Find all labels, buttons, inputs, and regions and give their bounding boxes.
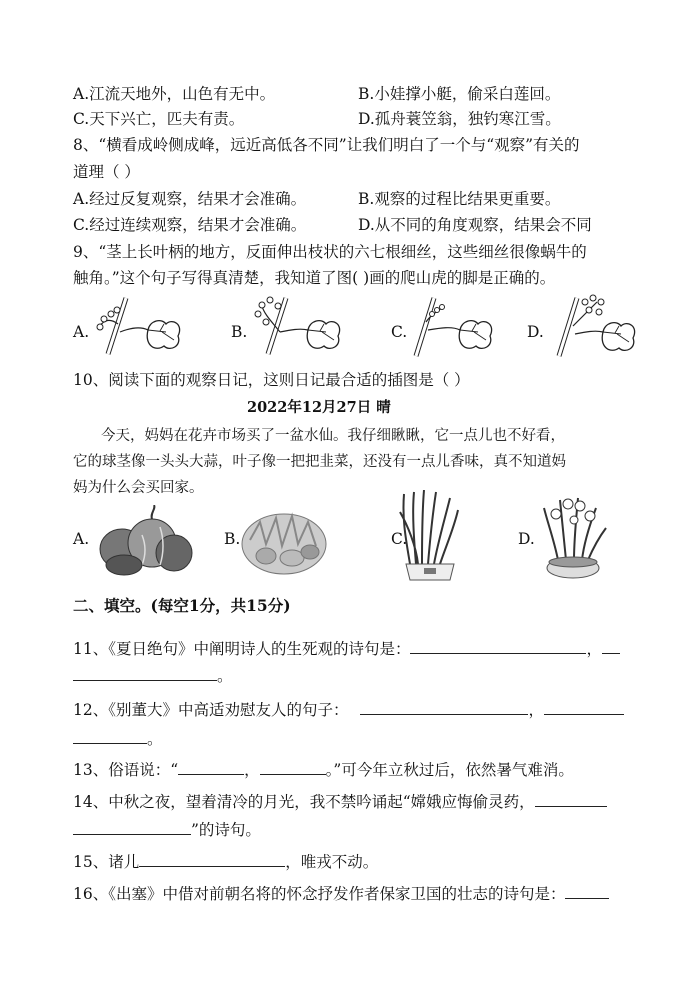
q16-text: 16、《出塞》中借对前朝名将的怀念抒发作者保家卫国的壮志的诗句是： [73, 885, 566, 903]
diary-date: 2022年12月27日 晴 [247, 399, 391, 416]
q11-comma: ， [586, 640, 602, 658]
q13-post: 。”可今年立秋过后，依然暑气难消。 [325, 761, 574, 779]
q14-text: 14、中秋之夜，望着清冷的月光，我不禁吟诵起“嫦娥应悔偷灵药， [73, 793, 535, 811]
vine-c-illustration [402, 292, 502, 362]
q7-option-c: C.天下兴亡，匹夫有责。 [73, 110, 245, 128]
q10-option-c-label: C. [391, 530, 408, 548]
q11-end: 。 [217, 667, 233, 685]
q9-option-a-label: A. [73, 323, 90, 341]
q9-option-c-label: C. [391, 323, 408, 341]
q9-question-line1: 9、“茎上长叶柄的地方，反面伸出枝状的六七根细丝，这些细丝很像蜗牛的 [73, 243, 587, 261]
garlic-photo [94, 505, 194, 577]
q14-blank-end[interactable] [73, 818, 191, 835]
q13-line [73, 758, 574, 780]
q9-option-b-label: B. [231, 323, 248, 341]
q14-blank-start[interactable] [535, 790, 607, 807]
q9-question-line2: 触角。”这个句子写得真清楚，我知道了图( )画的爬山虎的脚是正确的。 [73, 269, 556, 287]
vine-a-illustration [90, 292, 190, 362]
q12-blank-2-end[interactable] [73, 727, 147, 744]
q8-question-line1: 8、“横看成岭侧成峰，远近高低各不同”让我们明白了一个与“观察”有关的 [73, 136, 580, 154]
q15-pre: 15、诸儿 [73, 853, 140, 871]
q12-line2 [73, 727, 163, 749]
q14-line2 [73, 818, 261, 840]
q14-line1 [73, 790, 607, 812]
q7-option-a: A.江流天地外，山色有无中。 [73, 85, 276, 103]
q10-option-b-label: B. [224, 530, 241, 548]
diary-line1: 今天，妈妈在花卉市场买了一盆水仙。我仔细瞅瞅，它一点儿也不好看， [101, 428, 565, 444]
vine-b-illustration [250, 292, 350, 362]
q11-blank-1[interactable] [410, 637, 586, 654]
q11-line1 [73, 637, 620, 659]
q7-option-b: B.小娃撑小艇，偷采白莲回。 [358, 85, 561, 103]
q8-question-line2: 道理（ ） [73, 163, 140, 181]
garlic-cloves-photo [236, 500, 332, 580]
q10-option-d-label: D. [518, 530, 535, 548]
q10-option-a-label: A. [73, 530, 90, 548]
q12-end: 。 [147, 730, 163, 748]
q8-option-c: C.经过连续观察，结果才会准确。 [73, 216, 307, 234]
q8-option-b: B.观察的过程比结果更重要。 [358, 190, 561, 208]
q7-option-d: D.孤舟蓑笠翁，独钓寒江雪。 [358, 110, 561, 128]
q15-blank[interactable] [139, 850, 285, 867]
chives-pot-photo [398, 490, 462, 582]
q8-option-d: D.从不同的角度观察，结果会不同 [358, 216, 592, 234]
q13-blank-2[interactable] [260, 758, 326, 775]
q13-pre: 13、俗语说：“ [73, 761, 179, 779]
q15-post: ，唯戎不动。 [285, 853, 379, 871]
q9-option-d-label: D. [527, 323, 544, 341]
vine-d-illustration [545, 292, 645, 362]
q12-line1 [73, 698, 624, 720]
q11-line2 [73, 664, 233, 686]
q15-line [73, 850, 378, 872]
q12-blank-2-start[interactable] [544, 698, 624, 715]
q13-comma: ， [244, 761, 260, 779]
q8-option-a: A.经过反复观察，结果才会准确。 [73, 190, 307, 208]
q16-line [73, 882, 609, 904]
diary-line3: 妈为什么会买回家。 [73, 480, 204, 496]
q11-blank-2-end[interactable] [73, 664, 217, 681]
diary-line2: 它的球茎像一头头大蒜，叶子像一把把韭菜，还没有一点儿香味，真不知道妈 [73, 454, 566, 470]
q10-question: 10、阅读下面的观察日记，这则日记最合适的插图是（ ） [73, 371, 470, 389]
q13-blank-1[interactable] [178, 758, 244, 775]
q11-blank-2-start[interactable] [602, 637, 620, 654]
q12-comma: ， [528, 701, 544, 719]
q16-blank[interactable] [565, 882, 609, 899]
q11-text: 11、《夏日绝句》中阐明诗人的生死观的诗句是： [73, 640, 411, 658]
q12-text: 12、《别董大》中高适劝慰友人的句子： [73, 701, 349, 719]
section-2-title: 二、填空。(每空1分，共15分) [73, 596, 291, 615]
narcissus-pot-photo [538, 490, 608, 582]
q12-blank-1[interactable] [360, 698, 528, 715]
q14-post: ”的诗句。 [191, 821, 261, 839]
